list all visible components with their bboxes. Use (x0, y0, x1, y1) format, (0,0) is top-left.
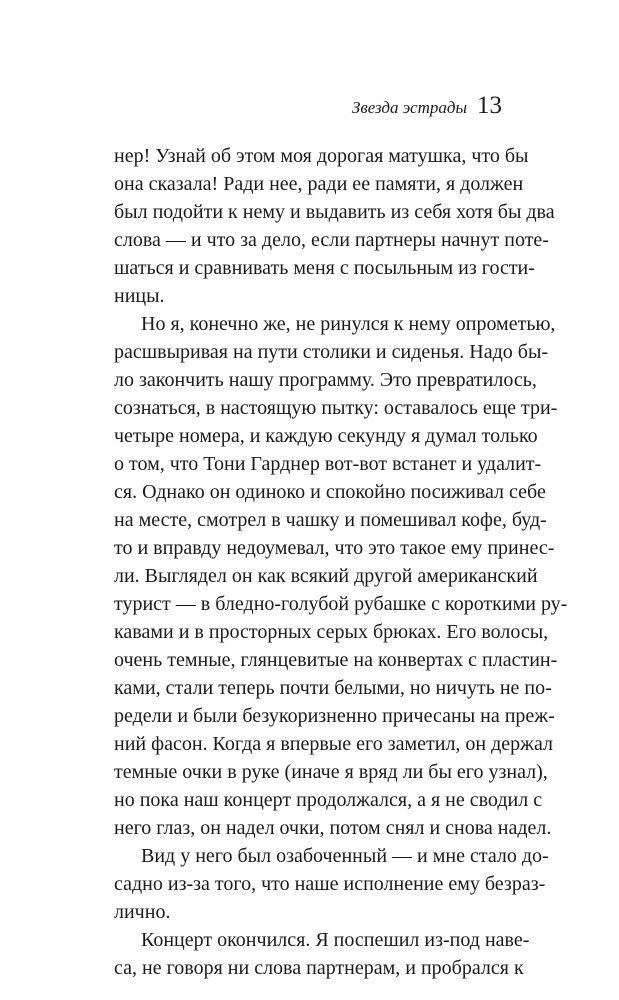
text-line: ками, стали теперь почти белыми, но ничуть не по- (114, 677, 552, 699)
text-line: шаться и сравнивать меня с посыльным из гости- (114, 257, 535, 279)
text-line: слова — и что за дело, если партнеры начнут поте- (114, 229, 549, 251)
text-line: ся. Однако он одиноко и спокойно посиживал себе (114, 481, 546, 503)
text-line: ницы. (114, 285, 165, 307)
text-line: сознаться, в настоящую пытку: оставалось еще три- (114, 397, 558, 419)
text-line: очень темные, глянцевитые на конвертах с пластин- (114, 649, 558, 671)
text-line: ло закончить нашу программу. Это превратилось, (114, 369, 537, 391)
text-line: са, не говоря ни слова партнерам, и пробрался к (114, 957, 524, 979)
text-line: турист — в бледно-голубой рубашке с короткими ру- (114, 593, 568, 615)
text-line: лично. (114, 901, 171, 923)
page-number: 13 (477, 92, 502, 119)
text-line: был подойти к нему и выдавить из себя хотя бы два (114, 201, 555, 223)
paragraph-3 (114, 842, 549, 926)
text-line: редели и были безукоризненно причесаны на преж- (114, 705, 555, 727)
text-line: о том, что Тони Гарднер вот-вот встанет и удалит- (114, 453, 542, 475)
body-text (114, 142, 568, 982)
text-line: на месте, смотрел в чашку и помешивал кофе, буд- (114, 509, 547, 531)
text-line: ли. Выглядел он как всякий другой американский (114, 565, 538, 587)
text-line: садно из-за того, что наше исполнение ему безраз- (114, 873, 546, 895)
text-line: Вид у него был озабоченный — и мне стало до- (141, 845, 549, 867)
text-line: нер! Узнай об этом моя дорогая матушка, что бы (114, 145, 529, 167)
paragraph-4 (114, 926, 530, 982)
text-line: расшвыривая на пути столики и сиденья. Надо бы- (114, 341, 549, 363)
text-line: то и вправду недоумевал, что это такое ему принес- (114, 537, 555, 559)
text-line: темные очки в руке (иначе я вряд ли бы его узнал), (114, 761, 548, 783)
text-line: она сказала! Ради нее, ради ее памяти, я должен (114, 173, 524, 195)
running-header (352, 92, 502, 120)
paragraph-2 (114, 310, 568, 842)
text-line: ний фасон. Когда я впервые его заметил, он держал (114, 733, 554, 755)
paragraph-1 (114, 142, 555, 310)
text-line: кавами и в просторных серых брюках. Его волосы, (114, 621, 549, 643)
text-line: Но я, конечно же, не ринулся к нему опрометью, (141, 313, 556, 335)
text-line: но пока наш концерт продолжался, а я не сводил с (114, 789, 543, 811)
text-line: него глаз, он надел очки, потом снял и снова надел. (114, 817, 552, 839)
text-line: четыре номера, и каждую секунду я думал только (114, 425, 538, 447)
running-title: Звезда эстрады (351, 98, 467, 117)
text-line: Концерт окончился. Я поспешил из-под наве- (141, 929, 530, 951)
